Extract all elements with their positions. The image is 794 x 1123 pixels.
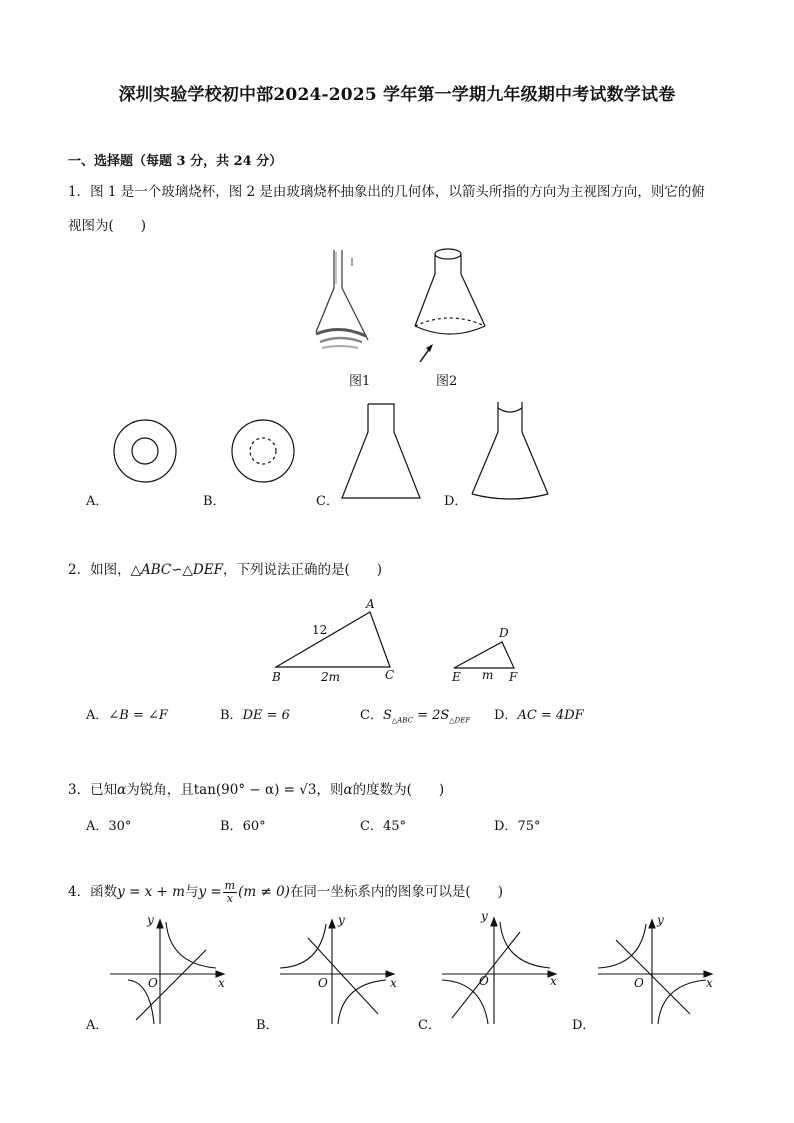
q2-option-d-label: D．: [494, 708, 518, 723]
q3-stem: [68, 778, 444, 798]
q4-option-b-graph: [276, 916, 406, 1028]
q2-option-d[interactable]: [494, 704, 584, 723]
q3-stem-prefix: 3．已知: [68, 782, 118, 798]
q4-option-c-graph: [438, 912, 568, 1028]
q4-f2-left: y =: [198, 884, 222, 900]
q4-option-a-label[interactable]: A．: [86, 1018, 109, 1033]
q4-stem-mid: 与: [184, 884, 199, 900]
q4-option-c-label[interactable]: C．: [418, 1018, 441, 1033]
q4-d-origin: O: [634, 976, 644, 990]
q1-option-a-figure: [108, 414, 182, 488]
q1-stem-line1: 1．图 1 是一个玻璃烧杯，图 2 是由玻璃烧杯抽象出的几何体，以箭头所指的方向为主视图方向，则它的俯: [68, 184, 705, 200]
q1-fig2-label: 图2: [436, 374, 458, 389]
q2-option-c-s: S: [382, 708, 392, 723]
q1-option-c-figure: [336, 402, 426, 502]
q3-option-d[interactable]: [494, 815, 540, 834]
q4-f1: y = x + m: [117, 884, 185, 900]
q4-b-origin: O: [318, 976, 328, 990]
q3-option-b-text: 60°: [242, 819, 266, 834]
q4-stem-suffix: 在同一坐标系内的图象可以是( ): [289, 884, 503, 900]
q2-stem: [68, 558, 382, 578]
q4-c-axis-y: y: [481, 909, 488, 923]
q4-c-origin: O: [479, 974, 489, 988]
q2-option-c-sub1: △ABC: [391, 716, 413, 725]
q2-option-a-text: ∠B = ∠F: [108, 708, 168, 723]
q4-b-axis-y: y: [338, 913, 345, 927]
section-heading: 一、选择题（每题 3 分，共 24 分）: [68, 154, 283, 169]
q2-side-ef: m: [482, 668, 494, 682]
q2-vertex-c: C: [385, 668, 395, 682]
q2-option-b[interactable]: [220, 704, 290, 723]
q2-side-ab: 12: [312, 623, 328, 637]
q2-option-c-mid: = 2S: [412, 708, 450, 723]
q2-option-a-label: A．: [86, 708, 109, 723]
q4-f2-cond: (m ≠ 0): [238, 884, 290, 900]
q3-stem-mid: 为锐角，且: [126, 782, 194, 798]
q4-d-axis-x: x: [706, 976, 713, 990]
q2-option-c[interactable]: [360, 704, 470, 725]
q2-option-b-text: DE = 6: [242, 708, 290, 723]
q2-vertex-f: F: [509, 670, 518, 684]
q2-option-d-text: AC = 4DF: [517, 708, 584, 723]
q1-stem-line2: 视图为( ): [68, 218, 147, 234]
q4-option-b-label[interactable]: B．: [256, 1018, 279, 1033]
q4-f2-den: x: [226, 892, 233, 905]
q1-option-c-label[interactable]: C．: [316, 494, 339, 509]
q4-option-d-label[interactable]: D．: [572, 1018, 596, 1033]
q3-alpha-1: α: [117, 782, 127, 798]
q4-a-axis-x: x: [218, 976, 225, 990]
q2-stem-math: △ABC∽△DEF: [130, 562, 223, 578]
q1-option-d-figure: [462, 398, 557, 502]
q4-stem-prefix: 4．函数: [68, 884, 118, 900]
q1-option-a-label[interactable]: A．: [86, 494, 109, 509]
q2-option-c-sub2: △DEF: [449, 716, 471, 725]
q2-vertex-e: E: [452, 670, 461, 684]
q1-fig2-solid: [408, 244, 498, 369]
q2-option-b-label: B．: [220, 708, 243, 723]
q1-fig1-beaker: [300, 248, 380, 358]
q1-option-d-label[interactable]: D．: [444, 494, 468, 509]
q3-option-b-label: B．: [220, 819, 243, 834]
q4-a-origin: O: [148, 976, 158, 990]
q2-stem-suffix: ，下列说法正确的是( ): [222, 562, 383, 578]
q3-option-c-text: 45°: [382, 819, 406, 834]
q2-option-c-label: C．: [360, 708, 383, 723]
q3-option-c[interactable]: [360, 815, 406, 834]
q4-a-axis-y: y: [147, 913, 154, 927]
q4-option-d-graph: [594, 916, 724, 1028]
q4-f2-fraction: [223, 880, 237, 905]
q2-vertex-b: B: [272, 670, 281, 684]
q2-vertex-d: D: [499, 626, 509, 640]
q2-stem-prefix: 2．如图，: [68, 562, 131, 578]
q2-vertex-a: A: [366, 597, 375, 611]
q3-option-a-label: A．: [86, 819, 109, 834]
q4-c-axis-x: x: [550, 974, 557, 988]
q3-option-d-label: D．: [494, 819, 518, 834]
q4-d-axis-y: y: [657, 913, 664, 927]
q4-option-a-graph: [106, 916, 236, 1028]
q3-option-a-text: 30°: [108, 819, 132, 834]
q2-option-a[interactable]: [86, 704, 168, 723]
q3-option-c-label: C．: [360, 819, 383, 834]
page-title: 深圳实验学校初中部2024-2025 学年第一学期九年级期中考试数学试卷: [118, 85, 676, 105]
q1-fig1-label: 图1: [349, 374, 371, 389]
q1-option-b-figure: [226, 414, 300, 488]
q1-option-b-label[interactable]: B．: [203, 494, 226, 509]
q4-b-axis-x: x: [390, 976, 397, 990]
q3-expr: tan(90° − α) = √3: [193, 782, 317, 798]
q4-stem: [68, 880, 503, 905]
q3-option-a[interactable]: [86, 815, 131, 834]
q3-option-d-text: 75°: [517, 819, 541, 834]
q3-stem-mid2: ，则: [316, 782, 344, 798]
q4-f2-num: m: [224, 879, 236, 892]
q3-option-b[interactable]: [220, 815, 266, 834]
q2-side-bc: 2m: [321, 670, 341, 684]
q3-alpha-2: α: [343, 782, 353, 798]
q3-stem-suffix: 的度数为( ): [352, 782, 445, 798]
